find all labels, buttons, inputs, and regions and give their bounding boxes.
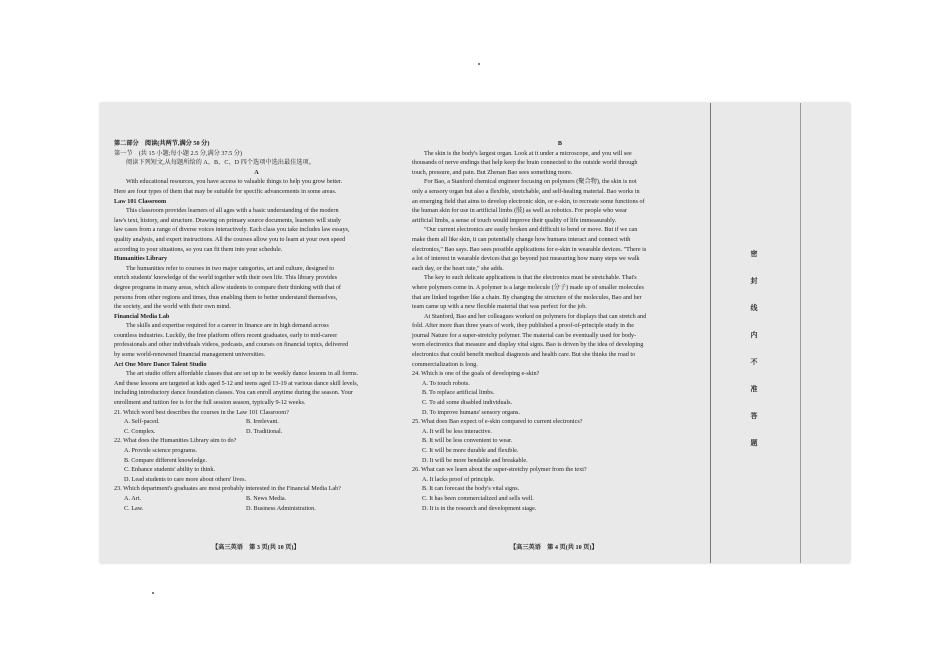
section-subtitle: 第一节 (共 15 小题;每小题 2.5 分,满分 37.5 分) xyxy=(114,149,243,157)
passage-line: only a sensory organ but also a flexible, stretchable, and self-healing material. Bao works in xyxy=(412,187,640,195)
q24-option-a: A. To touch robots. xyxy=(422,379,470,387)
passage-line: The key to such delicate applications is that the electronics must be stretchable. That's xyxy=(424,274,637,282)
humanities-line: degree programs in many areas, which allow students to compare their thinking with that of xyxy=(114,283,341,291)
finance-line: by some world-renowned financial management universities. xyxy=(114,351,266,359)
passage-line: thousands of nerve endings that help keep the brain connected to the outside world through xyxy=(412,159,638,167)
seal-char: 密 xyxy=(750,250,758,258)
humanities-line: persons from other regions and times, thus enabling them to better understand themselves, xyxy=(114,293,338,301)
law-line: quality analysis, and expert instructions. All the courses allow you to learn at your own speed xyxy=(114,235,346,243)
q21-option-b: B. Irrelevant. xyxy=(246,418,279,426)
question-23: 23. Which department's graduates are most probably interested in the Financial Media Lab? xyxy=(114,485,341,493)
q24-option-d: D. To improve humans' sensory organs. xyxy=(422,408,520,416)
passage-line: an emerging field that aims to develop electronic skin, or e-skin, to recreate some functions of xyxy=(412,197,645,205)
passage-line: worn electronics that measure and display vital signs. Bao is driven by the idea of developing xyxy=(412,341,644,349)
q21-options-row xyxy=(114,417,399,427)
q22-option-c: C. Enhance students' ability to think. xyxy=(124,466,215,474)
q26-option-d: D. It is in the research and development stage. xyxy=(422,504,537,512)
q21-options-row xyxy=(114,427,399,437)
passage-line: artificial limbs, a sense of touch would improve their quality of life immeasurably. xyxy=(412,216,617,224)
passage-line: For Bao, a Stanford chemical engineer focusing on polymers (聚合物), the skin is not xyxy=(424,178,637,186)
q24-option-b: B. To replace artificial limbs. xyxy=(422,389,495,397)
q21-option-c: C. Complex. xyxy=(124,427,156,435)
seal-char: 线 xyxy=(750,304,758,312)
page-footer-right: 【高三英语 第 4 页(共 10 页)】 xyxy=(510,544,598,551)
exam-sheet xyxy=(100,103,850,563)
q22-option-a: A. Provide science programs. xyxy=(124,447,198,454)
q24-option-c: C. To aid some disabled individuals. xyxy=(422,399,513,407)
humanities-line: enrich students' knowledge of the world together with their own life. This library provides xyxy=(114,274,338,282)
passage-line: "Our current electronics are easily broken and difficult to bend or move. But if we can xyxy=(424,226,638,234)
q25-option-c: C. It will be more durable and flexible. xyxy=(422,447,519,454)
seal-char: 不 xyxy=(750,358,758,366)
passage-line: where polymers come in. A polymer is a large molecule (分子) made up of smaller molecules xyxy=(412,283,644,291)
binding-line-outer xyxy=(800,103,801,563)
question-26: 26. What can we learn about the super-stretchy polymer from the text? xyxy=(412,466,587,474)
seal-char: 内 xyxy=(750,331,758,339)
left-column xyxy=(114,139,399,513)
q26-option-c: C. It has been commercialized and sells well. xyxy=(422,494,534,502)
finance-line: professionals and other individuals videos, podcasts, and courses on financial topics, delivered xyxy=(114,341,349,349)
passage-line: fold. After more than three years of work, they published a proof-of-principle study in the xyxy=(412,322,634,330)
humanities-line: The humanities refer to courses in two major categories, art and culture, designed to xyxy=(126,264,335,272)
humanities-line: the society, and the world with their own mind. xyxy=(114,303,231,311)
passage-line: electronics that could benefit medical diagnosis and health care. But she thinks the road to xyxy=(412,351,636,359)
question-25: 25. What does Bao expect of e-skin compared to current electronics? xyxy=(412,418,583,426)
passage-line: commercialization is long. xyxy=(412,360,478,368)
passage-line: the human skin for use in artificial limbs (肢) as well as robotics. For people who wear xyxy=(412,207,627,215)
law-line: law cases from a range of diverse voices interactively. Each class you take includes law essays, xyxy=(114,226,350,234)
passage-a-label: A xyxy=(254,168,259,176)
passage-line: touch, pressure, and pain. But Zhenan Bao sees something more. xyxy=(412,168,573,176)
passage-line: that are linked together like a chain. By changing the structure of the molecules, Bao and her xyxy=(412,293,642,301)
passage-line: make them all like skin, it can potentially change how humans interact and connect with xyxy=(412,235,631,243)
seal-char: 封 xyxy=(750,277,758,285)
q25-option-a: A. It will be less interactive. xyxy=(422,427,492,435)
passage-line: The skin is the body's largest organ. Look at it under a microscope, and you will see xyxy=(424,149,632,157)
question-24: 24. Which is one of the goals of developing e-skin? xyxy=(412,370,540,378)
q25-option-d: D. It will be more bendable and breakable. xyxy=(422,456,528,464)
q22-option-b: B. Compare different knowledge. xyxy=(124,456,207,464)
passage-line: each day, or the heart rate," she adds. xyxy=(412,264,504,272)
passage-line: At Stanford, Bao and her colleagues worked on polymers for displays that can stretch and xyxy=(424,312,647,320)
q26-option-a: A. It lacks proof of principle. xyxy=(422,475,495,483)
dance-line: The art studio offers affordable classes that are set up to be weekly dance lessons in all forms. xyxy=(126,370,359,378)
q25-option-b: B. It will be less convenient to wear. xyxy=(422,437,513,445)
question-22: 22. What does the Humanities Library aim to do? xyxy=(114,437,237,445)
finance-line: countless industries. Luckily, the free platform offers recent graduates, early to mid-career xyxy=(114,331,338,339)
law-line: according to your situations, so you can fit them into your schedule. xyxy=(114,245,283,253)
finance-line: The skills and expertise required for a career in finance are in high demand across xyxy=(126,322,329,330)
passage-line: team came up with a new flexible material that was perfect for the job. xyxy=(412,303,587,311)
finance-title: Financial Media Lab xyxy=(114,312,170,320)
law-line: This classroom provides learners of all ages with a basic understanding of the modern xyxy=(126,207,339,215)
humanities-title: Humanities Library xyxy=(114,255,168,263)
question-21: 21. Which word best describes the courses in the Law 101 Classroom? xyxy=(114,408,289,416)
q21-option-a: A. Self-paced. xyxy=(124,418,160,426)
q23-option-c: C. Law. xyxy=(124,504,144,512)
seal-char: 答 xyxy=(750,412,758,420)
seal-char: 题 xyxy=(750,439,758,447)
dance-line: including introductory dance foundation classes. You can enroll anytime during the season. Your xyxy=(114,389,353,397)
scan-speck xyxy=(152,592,154,594)
q23-options-row xyxy=(114,504,399,514)
q21-option-d: D. Traditional. xyxy=(246,427,283,435)
right-column xyxy=(412,139,708,513)
dance-line: enrollment and tuition fee is for the full session season, typically 9-12 weeks. xyxy=(114,399,306,407)
law-line: law's text, history, and structure. Drawing on primary source documents, learners will study xyxy=(114,216,341,224)
q22-option-d: D. Lead students to care more about others' lives. xyxy=(124,475,247,483)
law-title: Law 101 Classroom xyxy=(114,197,167,205)
intro-line: With educational resources, you have access to valuable things to help you grow better. xyxy=(126,178,343,186)
passage-b-label: B xyxy=(557,140,563,147)
intro-line: Here are four types of them that may be suitable for specific advancements in some areas. xyxy=(114,187,337,195)
q23-option-d: D. Business Administration. xyxy=(246,504,316,512)
passage-line: journal Nature for a super-stretchy polymer. The material can be eventually used for body- xyxy=(412,331,637,339)
passage-line: a lot of interest in wearable devices that go beyond just measuring how many steps we walk xyxy=(412,255,640,263)
page-footer-left: 【高三英语 第 3 页(共 10 页)】 xyxy=(212,544,300,551)
instruction: 阅读下列短文,从每题所给的 A、B、C、D 四个选项中选出最佳选项。 xyxy=(126,159,315,167)
q26-option-b: B. It can forecast the body's vital signs. xyxy=(422,485,520,493)
q23-options-row xyxy=(114,494,399,504)
section-title: 第二部分 阅读(共两节,满分 50 分) xyxy=(114,140,210,147)
q23-option-b: B. News Media. xyxy=(246,494,287,502)
scan-speck xyxy=(478,63,480,65)
seal-char: 准 xyxy=(750,385,758,393)
dance-title: Act One More Dance Talent Studio xyxy=(114,360,207,368)
passage-line: electronics," Bao says. Bao sees possible applications for e-skin in wearable devices. "There is xyxy=(412,245,647,253)
dance-line: And these lessons are targeted at kids aged 5-12 and teens aged 13-19 at various dance skill levels, xyxy=(114,379,359,387)
binding-line xyxy=(710,103,711,563)
q23-option-a: A. Art. xyxy=(124,494,142,502)
sealing-line-notice xyxy=(748,241,760,457)
